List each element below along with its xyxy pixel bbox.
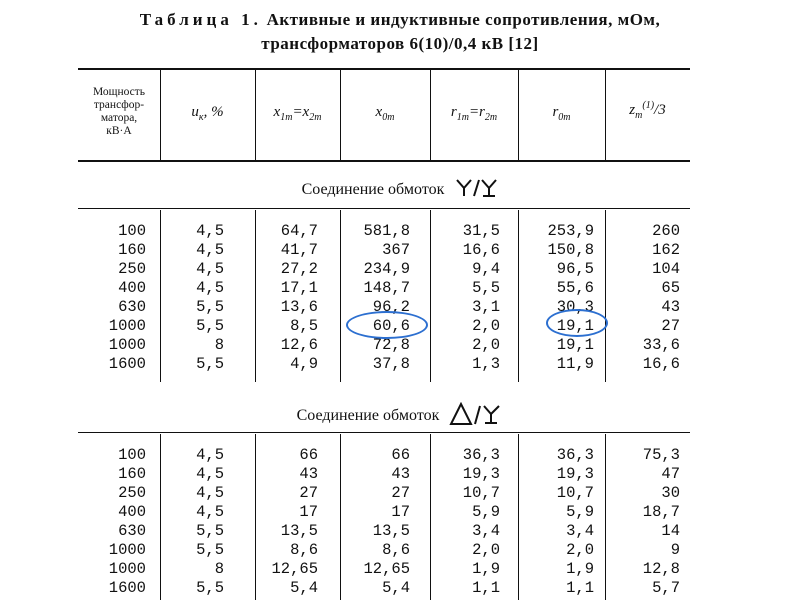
column-r0 (538, 446, 594, 598)
header-power (78, 86, 160, 138)
star-star-neutral-icon (454, 178, 498, 203)
column-r1 (446, 222, 500, 374)
header-power-line: трансфор- (93, 99, 145, 111)
cell-x1: 27 (299, 484, 318, 502)
section-2-label (0, 402, 800, 431)
cell-power: 1600 (108, 579, 146, 597)
header-power-line: матора, (100, 112, 138, 124)
header-x1: $x_{1т}=x_{2т}$ (273, 104, 322, 123)
cell-uk: 4,5 (196, 465, 224, 483)
cell-power: 400 (118, 503, 146, 521)
cell-x0: 27 (391, 484, 410, 502)
cell-r0: 5,9 (566, 503, 594, 521)
highlight-oval (546, 309, 608, 337)
cell-x0: 17 (391, 503, 410, 521)
col-divider (160, 210, 161, 382)
cell-r1: 2,0 (472, 336, 500, 354)
cell-x0: 96,2 (372, 298, 410, 316)
cell-r0: 10,7 (556, 484, 594, 502)
cell-x1: 27,2 (280, 260, 318, 278)
cell-r0: 1,1 (566, 579, 594, 597)
cell-uk: 5,5 (196, 579, 224, 597)
section1-rule (78, 208, 690, 209)
cell-z: 27 (661, 317, 680, 335)
col-divider (518, 434, 519, 600)
column-x0 (350, 446, 410, 598)
cell-x1: 12,65 (271, 560, 318, 578)
section2-rule (78, 432, 690, 433)
cell-r1: 31,5 (462, 222, 500, 240)
cell-r0: 19,1 (556, 317, 594, 335)
section-1-label (0, 178, 800, 203)
cell-uk: 4,5 (196, 446, 224, 464)
cell-r0: 3,4 (566, 522, 594, 540)
cell-r1: 3,4 (472, 522, 500, 540)
table-number: Таблица 1. (139, 10, 262, 29)
cell-x0: 72,8 (372, 336, 410, 354)
cell-x0: 13,5 (372, 522, 410, 540)
col-divider (605, 210, 606, 382)
cell-x1: 17 (299, 503, 318, 521)
header-r0: $r_{0т}$ (552, 104, 571, 123)
cell-power: 630 (118, 298, 146, 316)
cell-z: 33,6 (642, 336, 680, 354)
cell-x0: 43 (391, 465, 410, 483)
col-divider (518, 210, 519, 382)
cell-uk: 4,5 (196, 279, 224, 297)
cell-x1: 8,5 (290, 317, 318, 335)
column-power (96, 446, 146, 598)
cell-r1: 9,4 (472, 260, 500, 278)
cell-r1: 19,3 (462, 465, 500, 483)
cell-z: 65 (661, 279, 680, 297)
cell-x0: 148,7 (363, 279, 410, 297)
cell-power: 250 (118, 484, 146, 502)
cell-uk: 4,5 (196, 260, 224, 278)
cell-power: 1600 (108, 355, 146, 373)
header-power-line: кВ·А (106, 125, 132, 137)
cell-r1: 1,3 (472, 355, 500, 373)
column-uk (180, 446, 224, 598)
cell-x0: 37,8 (372, 355, 410, 373)
section-1-label-text: Соединение обмоток (301, 181, 445, 199)
cell-x1: 13,6 (280, 298, 318, 316)
cell-r0: 96,5 (556, 260, 594, 278)
cell-x1: 43 (299, 465, 318, 483)
cell-r1: 5,5 (472, 279, 500, 297)
cell-x0: 8,6 (382, 541, 410, 559)
cell-x1: 13,5 (280, 522, 318, 540)
cell-uk: 8 (214, 560, 224, 578)
cell-x0: 234,9 (363, 260, 410, 278)
cell-power: 100 (118, 222, 146, 240)
column-r0 (538, 222, 594, 374)
cell-r0: 150,8 (547, 241, 594, 259)
cell-x1: 12,6 (280, 336, 318, 354)
column-x1 (262, 222, 318, 374)
cell-x0: 66 (391, 446, 410, 464)
col-divider (430, 434, 431, 600)
column-z (622, 446, 680, 598)
cell-x0: 581,8 (363, 222, 410, 240)
cell-r0: 19,3 (556, 465, 594, 483)
cell-power: 630 (118, 522, 146, 540)
cell-x1: 8,6 (290, 541, 318, 559)
cell-uk: 4,5 (196, 484, 224, 502)
column-uk (180, 222, 224, 374)
cell-x0: 12,65 (363, 560, 410, 578)
cell-x0: 367 (382, 241, 410, 259)
cell-r1: 1,1 (472, 579, 500, 597)
cell-r1: 2,0 (472, 317, 500, 335)
cell-r1: 10,7 (462, 484, 500, 502)
col-divider (340, 434, 341, 600)
cell-z: 162 (652, 241, 680, 259)
table-title (0, 10, 800, 30)
header-bottom-rule (78, 160, 690, 162)
cell-r0: 1,9 (566, 560, 594, 578)
header-power-line: Мощность (92, 86, 146, 98)
cell-z: 14 (661, 522, 680, 540)
cell-z: 260 (652, 222, 680, 240)
col-divider (430, 210, 431, 382)
cell-x0: 5,4 (382, 579, 410, 597)
cell-z: 43 (661, 298, 680, 316)
cell-power: 1000 (108, 560, 146, 578)
cell-uk: 4,5 (196, 241, 224, 259)
cell-z: 16,6 (642, 355, 680, 373)
table-subtitle: трансформаторов 6(10)/0,4 кВ [12] (261, 34, 539, 53)
cell-r0: 30,3 (556, 298, 594, 316)
cell-r0: 11,9 (556, 355, 594, 373)
column-z (622, 222, 680, 374)
table-title-text: Активные и индуктивные сопротивления, мОм, (261, 10, 661, 29)
cell-power: 250 (118, 260, 146, 278)
cell-r0: 19,1 (556, 336, 594, 354)
cell-uk: 4,5 (196, 503, 224, 521)
cell-z: 104 (652, 260, 680, 278)
col-divider (160, 434, 161, 600)
cell-power: 160 (118, 241, 146, 259)
header-x0: $x_{0т}$ (375, 104, 395, 123)
cell-r1: 1,9 (472, 560, 500, 578)
column-x1 (262, 446, 318, 598)
cell-z: 18,7 (642, 503, 680, 521)
col-divider (255, 210, 256, 382)
cell-z: 12,8 (642, 560, 680, 578)
cell-r1: 2,0 (472, 541, 500, 559)
cell-r1: 36,3 (462, 446, 500, 464)
cell-uk: 5,5 (196, 541, 224, 559)
cell-z: 30 (661, 484, 680, 502)
cell-power: 1000 (108, 541, 146, 559)
cell-power: 1000 (108, 317, 146, 335)
cell-z: 75,3 (642, 446, 680, 464)
header-top-rule (78, 68, 690, 70)
cell-z: 9 (670, 541, 680, 559)
cell-power: 160 (118, 465, 146, 483)
cell-x1: 4,9 (290, 355, 318, 373)
col-divider (255, 434, 256, 600)
delta-star-neutral-icon (449, 402, 503, 431)
column-power (96, 222, 146, 374)
cell-r0: 36,3 (556, 446, 594, 464)
cell-x1: 64,7 (280, 222, 318, 240)
cell-uk: 8 (214, 336, 224, 354)
cell-power: 1000 (108, 336, 146, 354)
cell-r1: 16,6 (462, 241, 500, 259)
cell-z: 5,7 (652, 579, 680, 597)
cell-x1: 5,4 (290, 579, 318, 597)
cell-uk: 5,5 (196, 317, 224, 335)
cell-power: 100 (118, 446, 146, 464)
cell-x1: 17,1 (280, 279, 318, 297)
section-2-label-text: Соединение обмоток (296, 407, 440, 425)
cell-x0: 60,6 (372, 317, 410, 335)
cell-r0: 253,9 (547, 222, 594, 240)
column-r1 (446, 446, 500, 598)
cell-uk: 4,5 (196, 222, 224, 240)
header-z: $z_т^{(1)}/3$ (629, 100, 666, 121)
header-r1: $r_{1т}=r_{2т}$ (450, 104, 498, 123)
cell-uk: 5,5 (196, 355, 224, 373)
column-x0 (350, 222, 410, 374)
cell-r0: 55,6 (556, 279, 594, 297)
cell-r0: 2,0 (566, 541, 594, 559)
cell-power: 400 (118, 279, 146, 297)
cell-x1: 41,7 (280, 241, 318, 259)
cell-r1: 5,9 (472, 503, 500, 521)
cell-uk: 5,5 (196, 298, 224, 316)
cell-z: 47 (661, 465, 680, 483)
cell-r1: 3,1 (472, 298, 500, 316)
col-divider (340, 210, 341, 382)
col-divider (605, 434, 606, 600)
cell-uk: 5,5 (196, 522, 224, 540)
header-uk: $u_к$, % (191, 104, 224, 123)
cell-x1: 66 (299, 446, 318, 464)
highlight-oval (346, 311, 428, 339)
